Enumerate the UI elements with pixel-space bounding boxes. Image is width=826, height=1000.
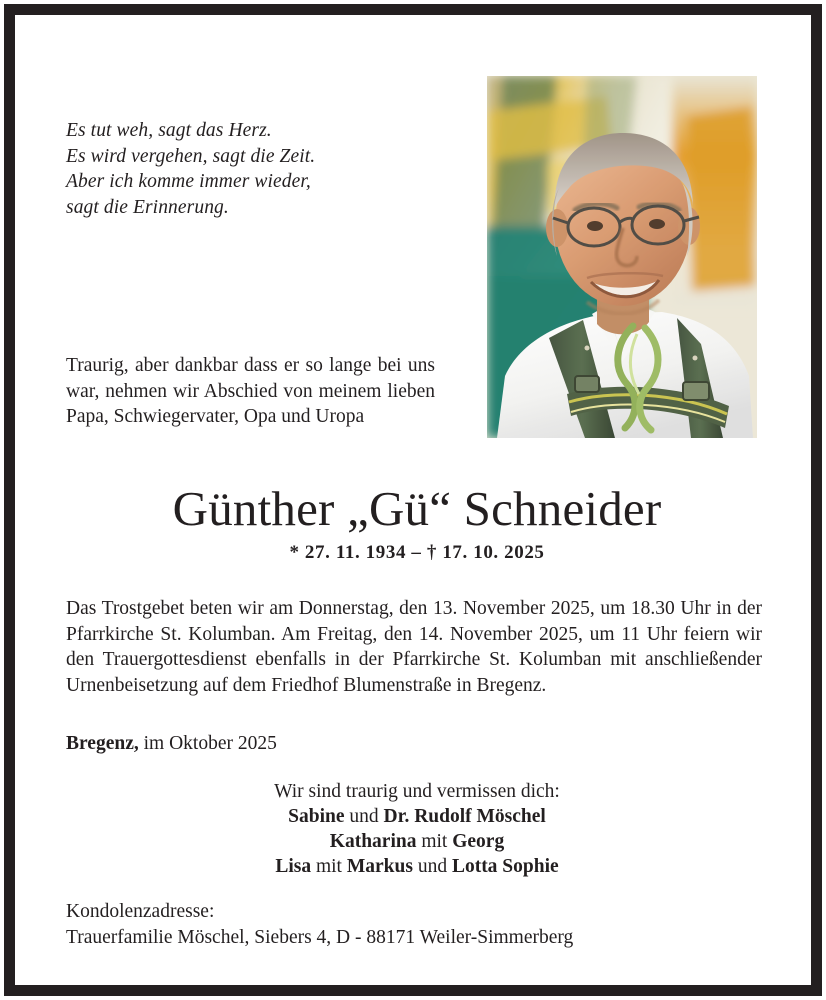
mourners-lead: Wir sind traurig und vermissen dich: xyxy=(274,781,560,802)
place-name: Bregenz, xyxy=(66,733,139,754)
portrait-image xyxy=(487,76,757,438)
condolence-address-line: Trauerfamilie Möschel, Siebers 4, D - 88171 Weiler-Simmerberg xyxy=(66,927,574,948)
verse-line-3: Aber ich komme immer wieder, xyxy=(66,171,311,192)
mourners-line: Sabine und Dr. Rudolf Möschel xyxy=(288,806,546,827)
mourners-block xyxy=(26,779,808,879)
deceased-name: Günther „Gü“ Schneider xyxy=(172,481,662,536)
verse-line-4: sagt die Erinnerung. xyxy=(66,196,229,218)
obituary-border-frame xyxy=(4,4,822,996)
condolence-label: Kondolenzadresse: xyxy=(66,901,215,922)
place-and-date-line xyxy=(66,731,277,756)
verse-line-2: Es wird vergehen, sagt die Zeit. xyxy=(66,145,316,167)
name-block xyxy=(26,481,808,564)
obituary-content xyxy=(15,15,811,985)
service-details: Das Trostgebet beten wir am Donnerstag, den 13. November 2025, um 18.30 Uhr in der Pfarrkirche St. Kolumban. Am Freitag, den 14. November 2025, um 11 Uhr feiern wir den Trauergottesdienst ebenfalls in der Pfarrkirche St. Kolumban mit anschließender Urnenbeisetzung auf dem Friedhof Blumenstraße in Bregenz. xyxy=(66,598,762,696)
life-dates: * 27. 11. 1934 – † 17. 10. 2025 xyxy=(289,542,545,563)
verse-line-1: Es tut weh, sagt das Herz. xyxy=(66,120,272,141)
notice-month: im Oktober 2025 xyxy=(143,733,277,754)
portrait-photo xyxy=(487,76,757,438)
mourners-line: Katharina mit Georg xyxy=(329,831,505,852)
memorial-verse xyxy=(66,118,446,220)
condolence-address xyxy=(66,899,573,951)
announcement-intro: Traurig, aber dankbar dass er so lange bei uns war, nehmen wir Abschied von meinem lieben Papa, Schwiegervater, Opa und Uropa xyxy=(66,355,435,427)
mourners-line: Lisa mit Markus und Lotta Sophie xyxy=(275,856,559,877)
